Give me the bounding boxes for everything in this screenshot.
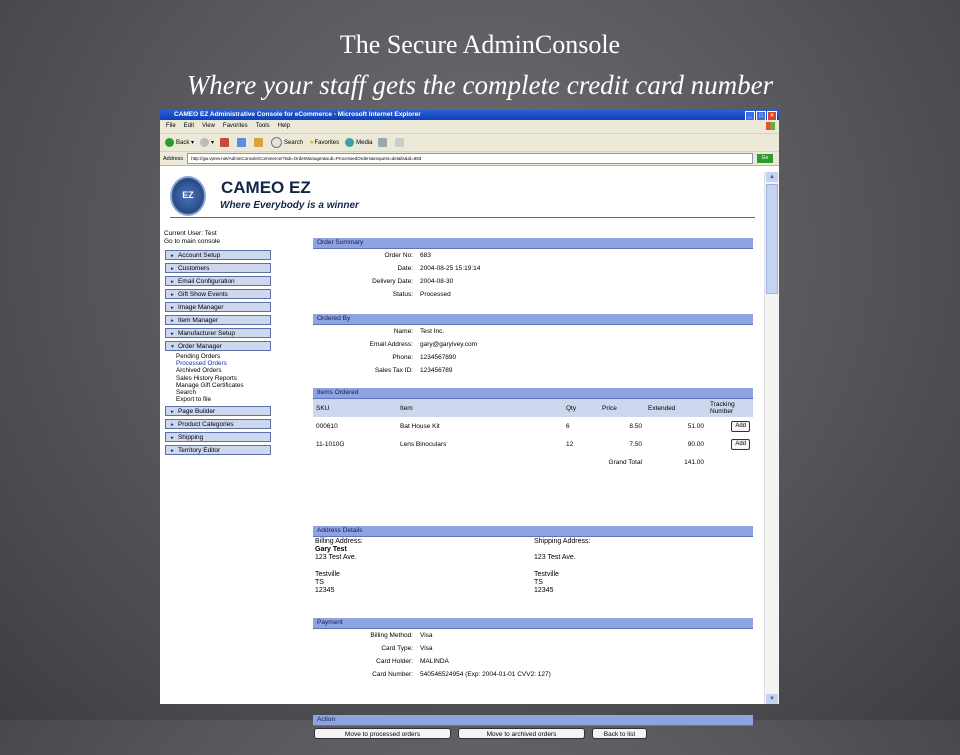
address-input[interactable]: http://gw.vprev.net/AdminConsole/Commerce/?tab=OrderManager&sub=ProcessedOrders&request=details&id=683 (187, 153, 753, 164)
refresh-icon[interactable] (237, 138, 246, 147)
ordered-by-section (313, 314, 753, 374)
nav-label: Gift Show Events (177, 291, 228, 298)
email-label: Email Address: (369, 341, 413, 348)
order-manager-submenu (165, 353, 271, 403)
shipping-zip: 12345 (534, 587, 554, 594)
search-icon (271, 137, 282, 148)
table-row (313, 417, 753, 435)
nav-label: Order Manager (177, 343, 223, 350)
page-content (160, 172, 765, 738)
media-label: Media (356, 140, 373, 147)
status-value: Processed (420, 291, 451, 298)
minimize-icon[interactable]: _ (745, 111, 755, 121)
nav-product-categories[interactable]: ► Product Categories (165, 419, 271, 429)
nav-shipping[interactable]: ► Shipping (165, 432, 271, 442)
maximize-icon[interactable]: □ (756, 111, 766, 121)
items-ordered-section (313, 388, 753, 471)
nav-account-setup[interactable]: ► Account Setup (165, 250, 271, 260)
menu-edit[interactable]: Edit (183, 123, 195, 129)
nav-label: Item Manager (177, 317, 219, 324)
subnav-pending-orders[interactable]: Pending Orders (176, 353, 221, 360)
nav-order-manager[interactable]: ▼ Order Manager (165, 341, 271, 351)
mail-icon[interactable] (378, 138, 387, 147)
table-row (313, 435, 753, 453)
billing-street: 123 Test Ave. (315, 554, 357, 561)
payment-heading: Payment (313, 618, 753, 629)
nav-label: Shipping (177, 434, 204, 442)
billing-method-value: Visa (420, 632, 433, 639)
order-no-label: Order No: (384, 252, 413, 259)
nav-label: Email Configuration (177, 278, 235, 285)
close-icon[interactable]: × (767, 111, 777, 121)
nav-label: Customers (177, 265, 210, 272)
items-header-row (313, 399, 753, 417)
billing-zip: 12345 (315, 587, 335, 594)
status-label: Status: (392, 291, 413, 298)
nav-manufacturer-setup[interactable]: ► Manufacturer Setup (165, 328, 271, 338)
tax-id-label: Sales Tax ID: (374, 367, 413, 374)
action-buttons (313, 728, 753, 740)
shipping-state: TS (534, 579, 543, 586)
billing-city: Testville (315, 571, 340, 578)
home-icon[interactable] (254, 138, 263, 147)
address-details-section (313, 526, 753, 606)
vertical-scrollbar[interactable] (764, 172, 779, 704)
grand-total-value: 141.00 (684, 458, 704, 466)
date-value: 2004-08-25 15:19:14 (420, 265, 481, 272)
scroll-down-icon[interactable]: ▼ (766, 694, 778, 704)
items-table (313, 399, 753, 471)
subnav-sales-history-reports[interactable]: Sales History Reports (176, 374, 237, 382)
search-button[interactable] (271, 137, 303, 148)
ordered-by-heading: Ordered By (313, 314, 753, 325)
email-value: gary@garyivey.com (420, 341, 478, 348)
grand-total-label: Grand Total (608, 458, 642, 466)
billing-state: TS (315, 579, 324, 586)
tax-id-value: 123456789 (420, 367, 453, 374)
menu-favorites[interactable]: Favorites (222, 123, 248, 129)
item-name: Lens Binoculars (400, 440, 447, 448)
nav-label: Manufacturer Setup (177, 330, 236, 337)
nav-label: Image Manager (177, 304, 224, 311)
forward-button[interactable]: ▾ (200, 138, 214, 147)
date-label: Date: (397, 265, 413, 272)
browser-toolbar (160, 134, 779, 152)
col-sku: SKU (313, 399, 397, 417)
item-extended: 51.00 (687, 422, 704, 430)
media-icon (345, 138, 354, 147)
order-summary-heading: Order Summary (313, 238, 753, 249)
add-tracking-button[interactable]: Add (731, 421, 750, 432)
phone-value: 1234567890 (420, 354, 457, 361)
card-number-label: Card Number: (372, 671, 413, 678)
card-type-label: Card Type: (381, 645, 413, 652)
cameo-logo (170, 176, 206, 216)
menu-help[interactable]: Help (277, 123, 290, 129)
subnav-export-to-file[interactable]: Export to file (176, 396, 211, 404)
item-sku: 000610 (316, 422, 338, 430)
window-titlebar (160, 110, 779, 120)
billing-address-label: Billing Address: (315, 538, 363, 545)
col-qty: Qty (563, 399, 599, 417)
current-user: Current User: Test (164, 230, 217, 237)
col-extended: Extended (645, 399, 707, 417)
favorites-button[interactable] (309, 139, 339, 146)
delivery-date-label: Delivery Date: (372, 278, 413, 285)
address-label: Address (163, 155, 184, 162)
order-summary-section (313, 238, 753, 298)
go-button[interactable]: Go (757, 154, 773, 163)
nav-gift-show-events[interactable]: ► Gift Show Events (165, 289, 271, 299)
item-qty: 6 (566, 422, 570, 430)
card-type-value: Visa (420, 645, 433, 652)
search-label: Search (284, 140, 304, 147)
order-no-value: 683 (420, 252, 431, 259)
nav-territory-editor[interactable]: ► Territory Editor (165, 445, 271, 455)
back-label: Back (176, 140, 190, 147)
favorites-label: Favorites (314, 140, 340, 146)
nav-image-manager[interactable]: ► Image Manager (165, 302, 271, 312)
item-price: 7.50 (629, 440, 642, 448)
print-icon[interactable] (395, 138, 404, 147)
menu-view[interactable]: View (202, 123, 215, 129)
delivery-date-value: 2004-08-30 (420, 278, 454, 285)
browser-screenshot (160, 110, 779, 738)
billing-method-label: Billing Method: (370, 632, 413, 639)
nav-label: Account Setup (177, 252, 221, 259)
shipping-street: 123 Test Ave. (534, 554, 576, 561)
back-to-list-button[interactable]: Back to list (592, 728, 647, 739)
back-button[interactable]: Back ▾ (165, 138, 194, 147)
billing-address (315, 538, 363, 595)
col-tracking: Tracking Number (707, 399, 753, 417)
nav-customers[interactable]: ► Customers (165, 263, 271, 273)
move-to-processed-button[interactable]: Move to processed orders (314, 728, 451, 739)
window-title: CAMEO EZ Administrative Console for eCommerce - Microsoft Internet Explorer (174, 111, 421, 118)
stop-icon[interactable] (220, 138, 229, 147)
slide-title: The Secure AdminConsole (339, 30, 621, 59)
col-price: Price (599, 399, 645, 417)
menu-file[interactable]: File (166, 123, 176, 129)
media-button[interactable] (345, 138, 372, 147)
grand-total-row (313, 453, 753, 471)
header-divider (170, 217, 755, 218)
subnav-archived-orders[interactable]: Archived Orders (176, 367, 222, 375)
add-tracking-button[interactable]: Add (731, 439, 750, 450)
subnav-manage-gift-certificates[interactable]: Manage Gift Certificates (176, 381, 244, 389)
address-bar (160, 152, 779, 166)
back-arrow-icon (165, 138, 174, 147)
move-to-archived-button[interactable]: Move to archived orders (458, 728, 585, 739)
name-value: Test Inc. (420, 328, 445, 335)
user-info (164, 230, 220, 246)
forward-arrow-icon (200, 138, 209, 147)
shipping-address (534, 538, 590, 595)
nav-label: Product Categories (177, 421, 234, 429)
subnav-search[interactable]: Search (176, 389, 196, 397)
star-icon: ★ (309, 140, 315, 146)
brand-name: CAMEO EZ (221, 178, 311, 197)
item-price: 8.50 (629, 422, 642, 430)
nav-item-manager[interactable]: ► Item Manager (165, 315, 271, 325)
item-extended: 90.00 (687, 440, 704, 448)
nav-email-configuration[interactable]: ► Email Configuration (165, 276, 271, 286)
sidebar-nav (165, 250, 271, 458)
brand-tagline: Where Everybody is a winner (220, 200, 359, 211)
menu-tools[interactable]: Tools (255, 123, 270, 129)
nav-page-builder[interactable]: ► Page Builder (165, 406, 271, 416)
name-label: Name: (393, 328, 413, 335)
col-item: Item (397, 399, 563, 417)
scrollbar-thumb[interactable] (766, 184, 778, 294)
subnav-processed-orders[interactable]: Processed Orders (176, 360, 227, 368)
action-section (313, 715, 753, 755)
phone-label: Phone: (392, 354, 413, 361)
shipping-address-label: Shipping Address: (534, 538, 591, 545)
scroll-up-icon[interactable]: ▲ (766, 172, 778, 182)
menu-bar (160, 120, 779, 134)
main-console-link[interactable]: Go to main console (164, 238, 221, 245)
card-holder-value: MALINDA (420, 658, 449, 665)
item-qty: 12 (566, 440, 574, 448)
nav-label: Page Builder (177, 408, 216, 416)
slide-subtitle: Where your staff gets the complete credit card number (186, 70, 774, 100)
nav-label: Territory Editor (177, 447, 221, 455)
shipping-city: Testville (534, 571, 559, 578)
items-ordered-heading: Items Ordered (313, 388, 753, 399)
action-heading: Action (313, 715, 753, 726)
address-details-heading: Address Details (313, 526, 753, 537)
card-holder-label: Card Holder: (376, 658, 413, 665)
payment-section (313, 618, 753, 678)
windows-logo-icon (766, 122, 775, 130)
card-number-value: 540546524954 (Exp: 2004-01-01 CVV2: 127) (420, 671, 551, 678)
item-name: Bat House Kit (400, 422, 440, 430)
item-sku: 11-1010G (316, 440, 345, 448)
billing-name: Gary Test (315, 546, 347, 553)
